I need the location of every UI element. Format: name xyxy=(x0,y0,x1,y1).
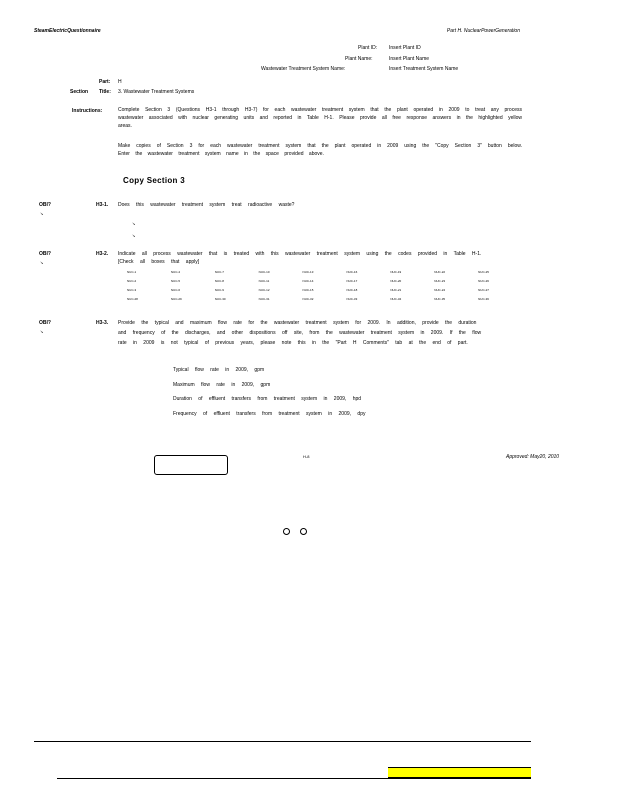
question-number-1: H3-1. xyxy=(96,202,109,208)
code-checkbox[interactable]: NUC-30 xyxy=(214,297,226,301)
divider-line-top xyxy=(34,741,531,742)
copy-section-button[interactable]: Copy Section 3 xyxy=(123,176,185,185)
code-checkbox[interactable]: NUC-6 xyxy=(170,288,181,292)
question-number-3: H3-3. xyxy=(96,320,109,326)
circle-icon-left xyxy=(283,528,290,535)
question-text-3a: Provide the typical and maximum flow rate for the wastewater treatment system for 2009. In addition, provide the duration xyxy=(118,320,477,326)
code-checkbox[interactable]: NUC-14 xyxy=(302,279,314,283)
code-checkbox[interactable]: NUC-32 xyxy=(302,297,314,301)
code-checkbox[interactable]: NUC-23 xyxy=(434,279,446,283)
highlighted-response-area[interactable] xyxy=(388,767,531,778)
code-checkbox[interactable]: NUC-1 xyxy=(127,270,137,274)
code-checkbox[interactable]: NUC-18 xyxy=(346,288,358,292)
instructions-paragraph-2: Make copies of Section 3 for each wastewater treatment system that the plant operated in 2009 using the "Copy Section 3" button below. Enter the wastewater treatment system name in the space provided above. xyxy=(118,143,522,157)
circle-icon-right xyxy=(300,528,307,535)
code-checkbox[interactable]: NUC-9 xyxy=(214,288,224,292)
code-checkbox[interactable]: NUC-10 xyxy=(258,270,270,274)
code-checkbox[interactable]: NUC-7 xyxy=(214,270,224,274)
question-text-1: Does this wastewater treatment system treat radioactive waste? xyxy=(118,202,295,208)
code-checkbox[interactable]: NUC-12 xyxy=(258,288,270,292)
code-checkbox[interactable]: NUC-13 xyxy=(302,270,314,274)
plant-id-field[interactable]: Insert Plant ID xyxy=(389,45,421,51)
code-checkbox[interactable]: NUC-16 xyxy=(346,270,358,274)
code-checkbox[interactable]: NUC-8 xyxy=(214,279,224,283)
document-header-left: SteamElectricQuestionnaire xyxy=(34,28,101,34)
code-checkbox[interactable]: NUC-5 xyxy=(170,279,181,283)
code-checkbox[interactable]: NUC-19 xyxy=(390,270,402,274)
system-name-field[interactable]: Insert Treatment System Name xyxy=(389,66,459,72)
code-checkbox[interactable]: NUC-3 xyxy=(127,288,137,292)
code-checkbox[interactable]: NUC-20 xyxy=(390,279,402,283)
code-checkbox-grid xyxy=(127,270,522,301)
question-number-2: H3-2. xyxy=(96,251,109,257)
obi-marker-icon-1: ↘ xyxy=(40,211,44,216)
obi-label-3: OBI? xyxy=(39,320,51,326)
typical-flow-field[interactable]: Typical flow rate in 2009, gpm xyxy=(173,367,265,373)
code-checkbox[interactable]: NUC-4 xyxy=(170,270,181,274)
code-checkbox[interactable]: NUC-21 xyxy=(390,288,402,292)
question-text-3b: and frequency of the discharges, and other dispositions off site, from the wastewater treatment system in 2009. If the flow xyxy=(118,330,482,336)
obi-marker-icon-2: ↘ xyxy=(40,260,44,265)
code-checkbox[interactable]: NUC-17 xyxy=(346,279,358,283)
instructions-paragraph-1: Complete Section 3 (Questions H3-1 through H3-7) for each wastewater treatment system that the plant operated in 2009 to treat any process wastewater associated with nuclear generating units and reported in Table H-1. Please provide all free response answers in the highlighted yellow areas. xyxy=(118,107,522,129)
code-checkbox[interactable]: NUC-26 xyxy=(478,279,489,283)
rounded-button-box[interactable] xyxy=(154,455,228,475)
code-checkbox[interactable]: NUC-24 xyxy=(434,288,446,292)
maximum-flow-field[interactable]: Maximum flow rate in 2009, gpm xyxy=(173,382,271,388)
answer-no-marker-icon[interactable]: ↘ xyxy=(132,233,136,238)
plant-name-field[interactable]: Insert Plant Name xyxy=(389,56,430,62)
instructions-label: Instructions: xyxy=(72,108,103,114)
question-text-3c: rate in 2009 is not typical of previous years, please note this in the "Part H Comments" tab at the end of part. xyxy=(118,340,468,346)
code-checkbox[interactable]: NUC-25 xyxy=(478,270,489,274)
code-checkbox[interactable]: NUC-28 xyxy=(127,297,138,301)
code-checkbox[interactable]: NUC-31 xyxy=(258,297,270,301)
frequency-field[interactable]: Frequency of effluent transfers from treatment system in 2009, dpy xyxy=(173,411,366,417)
document-header-right: Part H. NuclearPowerGeneration xyxy=(446,28,520,34)
part-label: Part: xyxy=(99,79,111,85)
approval-date: Approved: May20, 2010 xyxy=(506,454,560,460)
part-value: H xyxy=(118,79,122,85)
answer-yes-marker-icon[interactable]: ↘ xyxy=(132,221,136,226)
code-checkbox[interactable]: NUC-36 xyxy=(478,297,489,301)
code-checkbox[interactable]: NUC-2 xyxy=(127,279,137,283)
code-checkbox[interactable]: NUC-29 xyxy=(170,297,182,301)
section-label: Section xyxy=(70,89,89,95)
question-text-2a: Indicate all process wastewater that is treated with this wastewater treatment system using the codes provided in Table H-1. xyxy=(118,251,482,257)
code-checkbox[interactable]: NUC-11 xyxy=(258,279,270,283)
section-title-label: Title: xyxy=(99,89,111,95)
obi-label-2: OBI? xyxy=(39,251,51,257)
code-checkbox[interactable]: NUC-15 xyxy=(302,288,314,292)
code-checkbox[interactable]: NUC-27 xyxy=(478,288,489,292)
section-title-value: 3. Wastewater Treatment Systems xyxy=(118,89,195,95)
page-number: H-8 xyxy=(303,454,310,459)
plant-name-label: Plant Name: xyxy=(345,56,373,62)
obi-label-1: OBI? xyxy=(39,202,51,208)
divider-line-bottom xyxy=(57,778,531,779)
code-checkbox[interactable]: NUC-34 xyxy=(390,297,402,301)
plant-id-label: Plant ID: xyxy=(358,45,378,51)
code-checkbox[interactable]: NUC-22 xyxy=(434,270,446,274)
system-name-label: Wastewater Treatment System Name: xyxy=(261,66,346,72)
duration-field[interactable]: Duration of effluent transfers from treatment system in 2009, hpd xyxy=(173,396,362,402)
obi-marker-icon-3: ↘ xyxy=(40,329,44,334)
code-checkbox[interactable]: NUC-33 xyxy=(346,297,358,301)
code-checkbox[interactable]: NUC-35 xyxy=(434,297,446,301)
question-text-2b: [Check all boxes that apply] xyxy=(118,259,200,265)
